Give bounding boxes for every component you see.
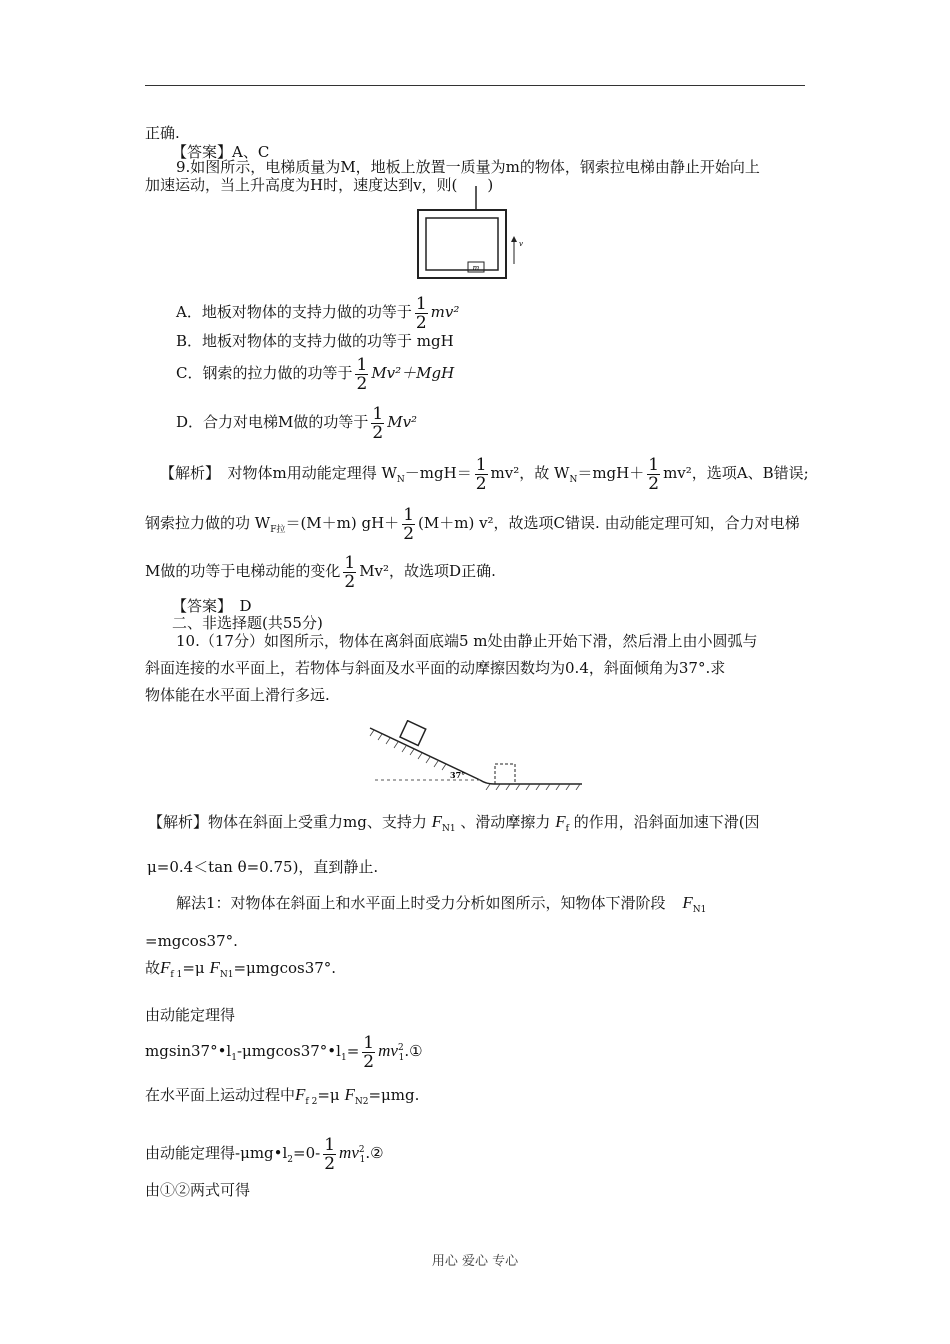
answer-line-2: 【答案】 D [172, 597, 252, 615]
method-line-4: 由动能定理得 [145, 1006, 236, 1024]
option-a: A．地板对物体的支持力做的功等于 $\frac{1}{2}$ mv² [176, 293, 460, 333]
question-10-line-3: 物体能在水平面上滑行多远. [145, 686, 330, 704]
velocity-label: v [519, 240, 523, 248]
question-9-line-2: 加速运动，当上升高度为H时，速度达到v，则( ) [145, 176, 494, 194]
question-10-line-2: 斜面连接的水平面上，若物体与斜面及水平面的动摩擦因数均为0.4，斜面倾角为37°.求 [145, 659, 726, 677]
method-line-6: 在水平面上运动过程中$F_{f 2}=\mu$ $F_{N2}=\mu mg$. [145, 1085, 420, 1107]
option-c: C．钢索的拉力做的功等于 $\frac{1}{2}$ Mv²＋MgH [176, 354, 455, 394]
method-line-2: =mgcos37°. [145, 932, 238, 950]
method-line-7: 由动能定理得$-\mu mg•l_2=0-$ $\frac{1}{2}$ $mv^2_1.②$ [145, 1134, 384, 1174]
solution-line-2: μ=0.4＜tan θ=0.75)，直到静止. [147, 858, 379, 876]
incline-figure [360, 720, 590, 790]
answer-line: 【答案】A、C [172, 143, 270, 161]
explanation-line-2: 钢索拉力做的功 $W_{F拉}=(M+m)$ gH＋ $\frac{1}{2}$ (M＋m) v²，故选项C错误. 由动能定理可知，合力对电梯 [145, 504, 800, 544]
page-footer: 用心 爱心 专心 [431, 1254, 519, 1269]
question-10-line-1: 10.（17分）如图所示，物体在离斜面底端5 m处由静止开始下滑，然后滑上由小圆弧与 [176, 632, 758, 650]
solution-line-1: 【解析】物体在斜面上受重力mg、支持力 $F_{N1}$ 、滑动摩擦力 $F_f$ 的作用，沿斜面加速下滑(因 [148, 812, 760, 834]
option-d: D．合力对电梯M做的功等于 $\frac{1}{2}$ Mv² [176, 403, 418, 443]
explanation-line-3: M做的功等于电梯动能的变化 $\frac{1}{2}$ Mv²，故选项D正确. [145, 552, 496, 592]
method-line-5: $mgsin37^\circ•l_1-\mu mgcos37^\circ•l_1=$ $\frac{1}{2}$ $mv^2_1.①$ [145, 1032, 423, 1072]
elevator-figure [410, 186, 530, 286]
explanation-line-1: 【解析】 对物体m用动能定理得 $W_N-mgH=$ $\frac{1}{2}$ mv²，故 $W_N=mgH+$ $\frac{1}{2}$ mv²，选项A、B错误; [160, 454, 809, 494]
method-line-8: 由①②两式可得 [145, 1181, 251, 1199]
method-line-1: 解法1：对物体在斜面上和水平面上时受力分析如图所示，知物体下滑阶段 $F_{N1}$ [176, 893, 707, 915]
option-b: B．地板对物体的支持力做的功等于 mgH [176, 332, 454, 350]
question-9-line-1: 9.如图所示，电梯质量为M，地板上放置一质量为m的物体，钢索拉电梯由静止开始向上 [176, 158, 760, 176]
mass-label: m [472, 264, 480, 272]
header-rule [145, 85, 805, 86]
text-line: 正确. [145, 124, 180, 142]
angle-label: 37° [450, 770, 466, 780]
method-line-3: 故$F_{f 1}=\mu$ $F_{N1}=\mu mgcos37^\circ$. [145, 958, 337, 980]
section-heading: 二、非选择题(共55分) [172, 614, 323, 632]
